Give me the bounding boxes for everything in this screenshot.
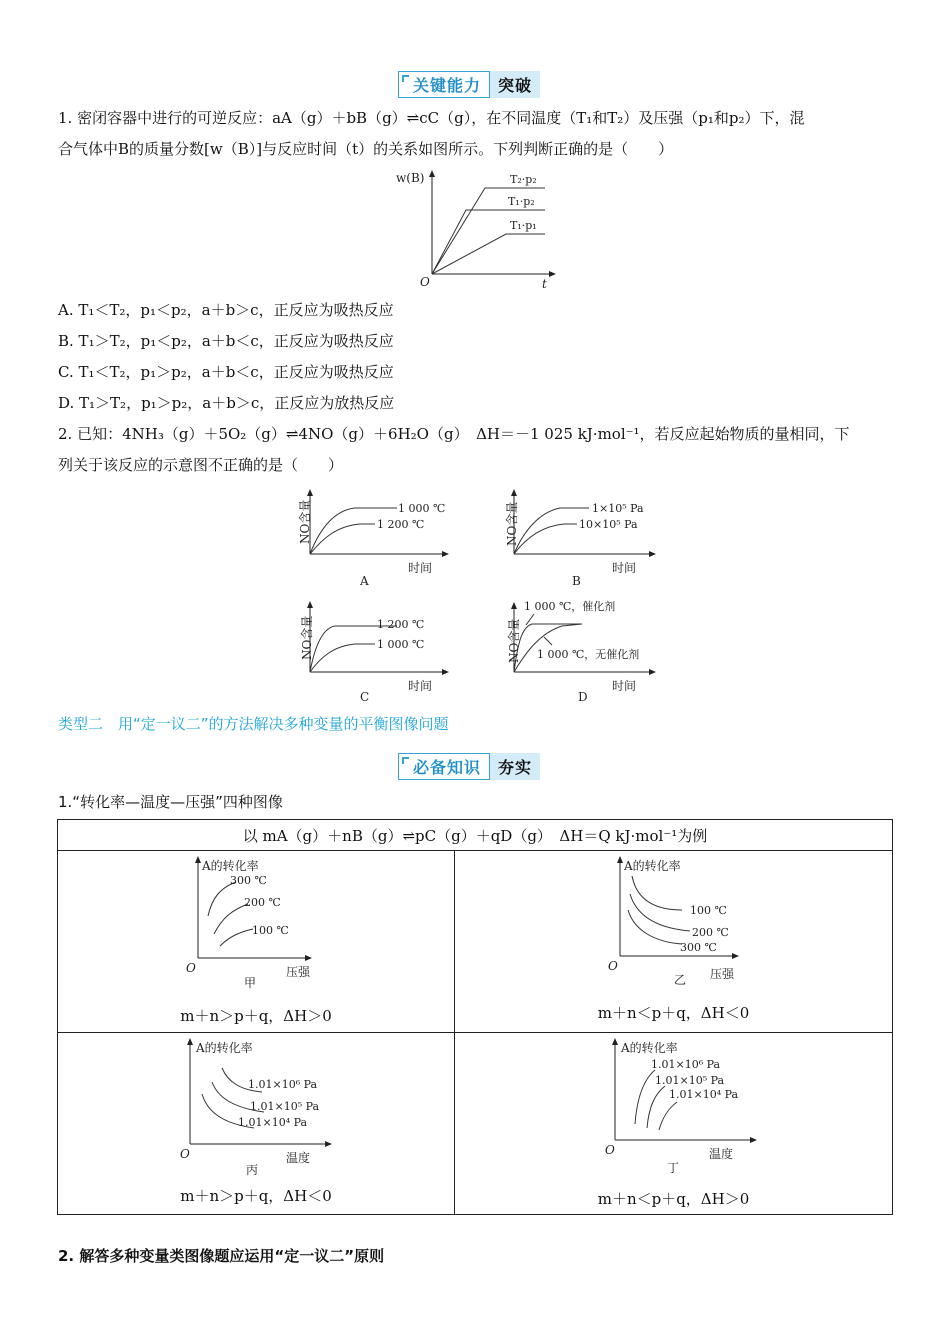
banner-tail: 突破 [490,71,540,98]
q2-b-label: B [572,574,581,588]
q2-c-xlabel: 时间 [408,679,433,693]
q2-a-curve2: 1 200 ℃ [377,518,425,531]
q2-a-ylabel: NO含量 [298,499,312,544]
q2-graph-a [285,488,475,590]
bing-origin: O [180,1147,190,1161]
section1-title: 1.“转化率—温度—压强”四种图像 [58,793,283,811]
q2-graph-c [285,600,475,706]
table-cell-yi [455,851,893,1033]
q2-c-label: C [360,690,370,704]
graph-ding [603,1036,813,1176]
bing-name: 丙 [246,1163,259,1176]
q2-d-label: D [578,690,588,704]
jia-curve: 300 ℃ [230,874,267,887]
q1-line1: 1. 密闭容器中进行的可逆反应：aA（g）＋bB（g）⇌cC（g），在不同温度（T₁和T₂）及压强（p₁和p₂）下，混 [58,109,805,127]
q1-curve-label: T₁·p₁ [510,219,537,232]
jia-curve: 200 ℃ [244,896,281,909]
yi-condition: m＋n＜p＋q，ΔH＜0 [597,1004,750,1022]
yi-curve: 200 ℃ [692,926,729,939]
q2-b-curve1: 1×10⁵ Pa [592,502,644,515]
ding-xlabel: 温度 [709,1147,734,1161]
conversion-table [57,819,893,1215]
q2-b-xlabel: 时间 [612,561,637,575]
q2-d-curve2: 1 000 ℃，无催化剂 [537,648,640,661]
jia-origin: O [186,961,196,975]
q1-curve-label: T₂·p₂ [510,173,537,186]
table-cell-jia [58,851,455,1033]
yi-xlabel: 压强 [710,967,735,981]
q2-b-ylabel: NO含量 [505,501,519,546]
type2-title: 类型二 用“定一议二”的方法解决多种变量的平衡图像问题 [58,715,449,733]
q1-xlabel: t [542,277,547,291]
jia-name: 甲 [244,976,257,990]
bing-curve: 1.01×10⁴ Pa [238,1116,308,1129]
yi-curve: 300 ℃ [680,941,717,954]
section2-title: 2. 解答多种变量类图像题应运用“定一议二”原则 [58,1247,385,1265]
q2-d-curve1: 1 000 ℃，催化剂 [524,600,616,613]
banner-tag: 关键能力 [398,71,490,98]
ding-condition: m＋n＜p＋q，ΔH＞0 [597,1190,750,1208]
q1-graph [380,168,565,293]
yi-curve: 100 ℃ [690,904,727,917]
table-header: 以 mA（g）＋nB（g）⇌pC（g）＋qD（g） ΔH＝Q kJ·mol⁻¹为例 [58,820,893,851]
jia-curve: 100 ℃ [252,924,289,937]
banner-tag: 必备知识 [398,753,490,780]
ding-name: 丁 [667,1161,680,1175]
q2-a-curve1: 1 000 ℃ [398,502,446,515]
q2-c-ylabel: NO含量 [300,615,314,660]
q2-c-curve1: 1 200 ℃ [377,618,425,631]
yi-name: 乙 [674,973,687,987]
graph-yi [600,854,800,994]
ding-curve: 1.01×10⁵ Pa [655,1074,725,1087]
q2-c-curve2: 1 000 ℃ [377,638,425,651]
bing-xlabel: 温度 [286,1151,311,1165]
ding-ylabel: A的转化率 [621,1041,678,1055]
jia-condition: m＋n＞p＋q，ΔH＞0 [180,1007,332,1025]
q2-a-label: A [360,574,369,588]
bing-condition: m＋n＞p＋q，ΔH＜0 [180,1187,332,1205]
q2-d-ylabel: NO含量 [507,618,521,663]
yi-origin: O [608,959,618,973]
q2-a-xlabel: 时间 [408,561,433,575]
q1-curve-label: T₁·p₂ [508,195,535,208]
q1-option-d[interactable]: D. T₁＞T₂，p₁＞p₂，a＋b＞c，正反应为放热反应 [58,394,395,412]
jia-xlabel: 压强 [286,965,311,979]
graph-jia [178,854,378,994]
table-cell-bing [58,1033,455,1215]
q1-line2: 合气体中B的质量分数[w（B）]与反应时间（t）的关系如图所示。下列判断正确的是（ ） [58,140,674,158]
ding-curve: 1.01×10⁴ Pa [669,1088,739,1101]
q1-option-c[interactable]: C. T₁＜T₂，p₁＞p₂，a＋b＜c，正反应为吸热反应 [58,363,394,381]
q2-line1: 2. 已知：4NH₃（g）＋5O₂（g）⇌4NO（g）＋6H₂O（g） ΔH＝－1 025 kJ·mol⁻¹，若反应起始物质的量相同，下 [58,425,850,443]
q1-origin: O [420,275,430,289]
ding-curve: 1.01×10⁶ Pa [651,1058,721,1071]
q2-graph-b [492,488,682,590]
q1-option-b[interactable]: B. T₁＞T₂，p₁＜p₂，a＋b＜c，正反应为吸热反应 [58,332,394,350]
q2-b-curve2: 10×10⁵ Pa [579,518,638,531]
q1-option-a[interactable]: A. T₁＜T₂，p₁＜p₂，a＋b＞c，正反应为吸热反应 [58,301,394,319]
yi-ylabel: A的转化率 [624,859,681,873]
bing-ylabel: A的转化率 [196,1041,253,1055]
key-ability-banner [398,71,540,97]
bing-curve: 1.01×10⁵ Pa [250,1100,320,1113]
ding-origin: O [605,1143,615,1157]
graph-bing [178,1036,388,1176]
bing-curve: 1.01×10⁶ Pa [248,1078,318,1091]
essential-knowledge-banner [398,753,540,779]
table-cell-ding [455,1033,893,1215]
q2-d-xlabel: 时间 [612,679,637,693]
jia-ylabel: A的转化率 [202,859,259,873]
q1-ylabel: w(B) [396,171,425,185]
q2-line2: 列关于该反应的示意图不正确的是（ ） [58,456,344,474]
banner-tail: 夯实 [490,753,540,780]
q2-graph-d [492,597,682,706]
